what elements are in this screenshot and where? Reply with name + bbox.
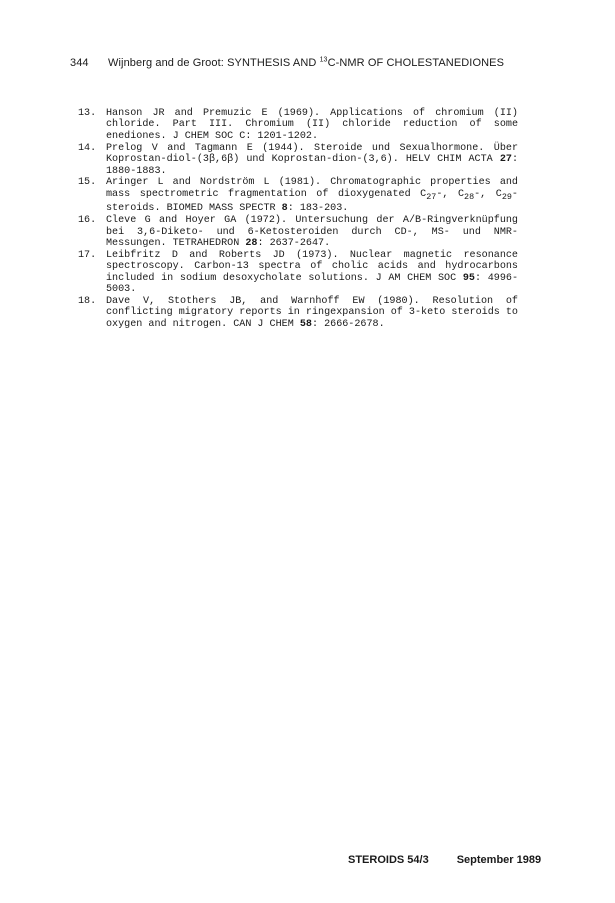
- running-header: [70, 53, 550, 70]
- reference-number: 18.: [78, 296, 97, 308]
- reference-18: [78, 296, 518, 330]
- running-title: Wijnberg and de Groot: SYNTHESIS AND $^{13}$C-NMR OF CHOLESTANEDIONES: [108, 56, 505, 69]
- reference-text: Cleve G and Hoyer GA (1972). Untersuchung der A/B-Ringverknüpfung bei 3,6-Diketo- und 6-Ketosteroiden durch CD-, MS- und NMR-Messungen. TETRAHEDRON 28: 2637-2647.: [106, 215, 518, 249]
- reference-number: 13.: [78, 108, 97, 119]
- volume-number: 8: [281, 203, 288, 215]
- reference-16: [78, 215, 518, 249]
- reference-text: Aringer L and Nordström L (1981). Chromatographic properties and mass spectrometric fragmentation of dioxygenated $C_{27}-$, $C_{28}-$, $C_{29}$-steroids. BIOMED MASS SPECTR 8: 183-203.: [106, 177, 518, 215]
- reference-text: Leibfritz D and Roberts JD (1973). Nuclear magnetic resonance spectroscopy. Carbon-13 spectra of cholic acids and hydrocarbons included in sodium desoxycholate solutions. J AM CHEM SOC 95: 4996-5003.: [106, 249, 518, 296]
- reference-text: Dave V, Stothers JB, and Warnhoff EW (1980). Resolution of conflicting migratory reports in ringexpansion of 3-keto steroids to oxygen and nitrogen. CAN J CHEM 58: 2666-2678.: [106, 296, 518, 330]
- reference-text: Hanson JR and Premuzic E (1969). Applications of chromium (II) chloride. Part III. Chromium (II) chloride reduction of some enediones. J CHEM SOC C: 1201-1202.: [106, 108, 518, 142]
- reference-15: [78, 177, 518, 214]
- reference-number: 15.: [78, 177, 97, 189]
- running-footer: [348, 854, 548, 866]
- volume-number: 58: [299, 318, 312, 330]
- volume-number: 28: [245, 237, 258, 249]
- reference-13: [78, 108, 518, 142]
- issue-date: September 1989: [456, 854, 542, 866]
- journal-issue: STEROIDS 54/3: [348, 854, 429, 866]
- reference-number: 14.: [78, 142, 97, 154]
- reference-number: 16.: [78, 215, 97, 227]
- reference-list: [78, 108, 518, 331]
- reference-14: [78, 143, 518, 177]
- volume-number: 27: [499, 154, 512, 166]
- reference-text: Prelog V and Tagmann E (1944). Steroide und Sexualhormone. Über Koprostan-diol-(3β,6β) und Koprostan-dion-(3,6). HELV CHIM ACTA 27: 1880-1883.: [106, 142, 518, 177]
- page-number: 344: [70, 56, 89, 69]
- volume-number: 95: [462, 272, 475, 284]
- reference-17: [78, 250, 518, 296]
- reference-number: 17.: [78, 249, 97, 261]
